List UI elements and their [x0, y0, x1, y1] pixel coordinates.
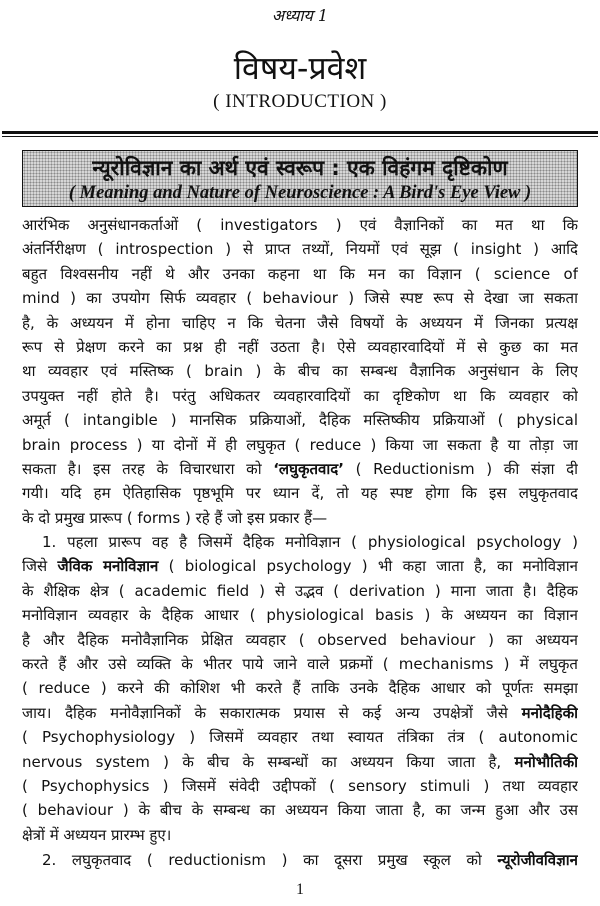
divider-thick [2, 131, 598, 134]
term-neurobiology-hindi: न्यूरोजीवविज्ञान [497, 851, 578, 869]
text-line [22, 457, 578, 481]
text-line [22, 750, 578, 774]
term-reductionism-hindi: ‘लघुकृतवाद’ [273, 459, 344, 478]
term-biological-psychology-hindi: जैविक मनोविज्ञान [57, 557, 159, 576]
text-line: है और दैहिक मनोवैज्ञानिक प्रेक्षित व्यवहार ( observed behaviour ) का अध्ययन [22, 630, 578, 649]
text-line: mind ) का उपयोग सिर्फ व्यवहार ( behaviour ) जिसे स्पष्ट रूप से देखा जा सकता [22, 289, 578, 308]
text-line [22, 554, 578, 578]
text-line: बहुत विश्वसनीय नहीं थे और उनका कहना था कि मन का विज्ञान ( science of [22, 264, 578, 283]
text-line: रूप से प्रेक्षण करने का प्रश्न ही नहीं उठता है। ऐसे व्यवहारवादियों में से कुछ का मत [22, 337, 578, 356]
text-line: के दो प्रमुख प्रारूप ( forms ) रहे हैं जो इस प्रकार हैं— [22, 508, 328, 527]
text-line: उपयुक्त नहीं होते है। परंतु अधिकतर व्यवहारवादियों का दृष्टिकोण था कि व्यवहार को [22, 386, 578, 405]
text-line [22, 701, 578, 725]
text-line: brain process ) या दोनों में ही लघुकृत ( reduce ) किया जा सकता है या तोड़ा जा [22, 435, 578, 454]
text-line: के शैक्षिक क्षेत्र ( academic field ) से उद्भव ( derivation ) माना जाता है। दैहिक [22, 581, 578, 600]
text-line: आरंभिक अनुसंधानकर्ताओं ( investigators ) एवं वैज्ञानिकों का मत था कि [22, 216, 578, 234]
text-line: अंतर्निरीक्षण ( introspection ) से प्राप्त तथ्यों, नियमों एवं सूझ ( insight ) आदि [22, 240, 578, 259]
text-line: ( reduce ) करने की कोशिश भी करते हैं ताकि उनके दैहिक आधार को पूर्णतः समझा [22, 679, 578, 698]
divider-thin [2, 136, 598, 137]
paragraph-second-form [22, 848, 578, 872]
chapter-title-hindi: विषय-प्रवेश [233, 49, 367, 87]
term-psychophysiology-hindi: मनोदैहिकी [521, 703, 578, 722]
text-run: ( Reductionism ) की संज्ञा दी [355, 459, 578, 478]
section-heading-hindi: न्यूरोविज्ञान का अर्थ एवं स्वरूप : एक विहंगम दृष्टिकोण [92, 156, 508, 180]
chapter-title-english: ( INTRODUCTION ) [213, 91, 387, 112]
text-line: क्षेत्रों में अध्ययन प्रारम्भ हुए। [22, 825, 172, 844]
page-number: 1 [296, 881, 304, 898]
term-psychophysics-hindi: मनोभौतिकी [514, 752, 578, 771]
text-line: है, के अध्ययन में होना चाहिए न कि चेतना जैसे विषयों के अध्ययन में जिनका प्रत्यक्ष [22, 313, 578, 332]
text-line: करते हैं और उसे व्यक्ति के भीतर पाये जाने वाले प्रक्रमों ( mechanisms ) में लघुकृत [22, 654, 578, 673]
section-heading-box [22, 150, 578, 207]
text-run: जिसे [22, 557, 48, 576]
text-run: nervous system ) के बीच के सम्बन्धों का अध्ययन किया जाता है, [22, 752, 502, 771]
text-line: था व्यवहार एवं मस्तिष्क ( brain ) के बीच का सम्बन्ध वैज्ञानिक अनुसंधान के लिए [22, 362, 578, 381]
section-heading-english: ( Meaning and Nature of Neuroscience : A Bird's Eye View ) [68, 183, 532, 203]
text-line: मनोविज्ञान व्यवहार के दैहिक आधार ( physiological basis ) के अध्ययन का विज्ञान [22, 606, 578, 625]
chapter-label: अध्याय 1 [271, 6, 329, 25]
text-run: ( biological psychology ) भी कहा जाता है, का मनोविज्ञान [168, 557, 578, 576]
paragraph-first-form [22, 530, 578, 847]
text-run: सकता है। इस तरह के विचारधारा को [22, 459, 262, 478]
text-line: ( Psychophysics ) जिसमें संवेदी उद्दीपकों ( sensory stimuli ) तथा व्यवहार [22, 776, 578, 795]
text-run: जाय। दैहिक मनोवैज्ञानिकों के सकारात्मक प्रयास से कई अन्य उपक्षेत्रों जैसे [22, 703, 508, 722]
text-run: 2. लघुकृतवाद ( reductionism ) का दूसरा प्रमुख स्कूल को [42, 851, 482, 869]
paragraph-intro [22, 213, 578, 530]
text-line [22, 848, 578, 872]
text-line: अमूर्त ( intangible ) मानसिक प्रक्रियाओं, दैहिक मस्तिष्कीय प्रक्रियाओं ( physical [22, 411, 578, 430]
text-line: ( behaviour ) के बीच के सम्बन्ध का अध्ययन किया जाता है, का जन्म हुआ और उस [22, 801, 578, 820]
text-line: 1. पहला प्रारूप वह है जिसमें दैहिक मनोविज्ञान ( physiological psychology ) [42, 533, 578, 551]
text-line: ( Psychophysiology ) जिसमें व्यवहार तथा स्वायत तंत्रिका तंत्र ( autonomic [22, 728, 578, 747]
text-line: गयी। यदि हम ऐतिहासिक पृष्ठभूमि पर ध्यान दें, तो यह स्पष्ट होगा कि इस लघुकृतवाद [22, 484, 578, 503]
